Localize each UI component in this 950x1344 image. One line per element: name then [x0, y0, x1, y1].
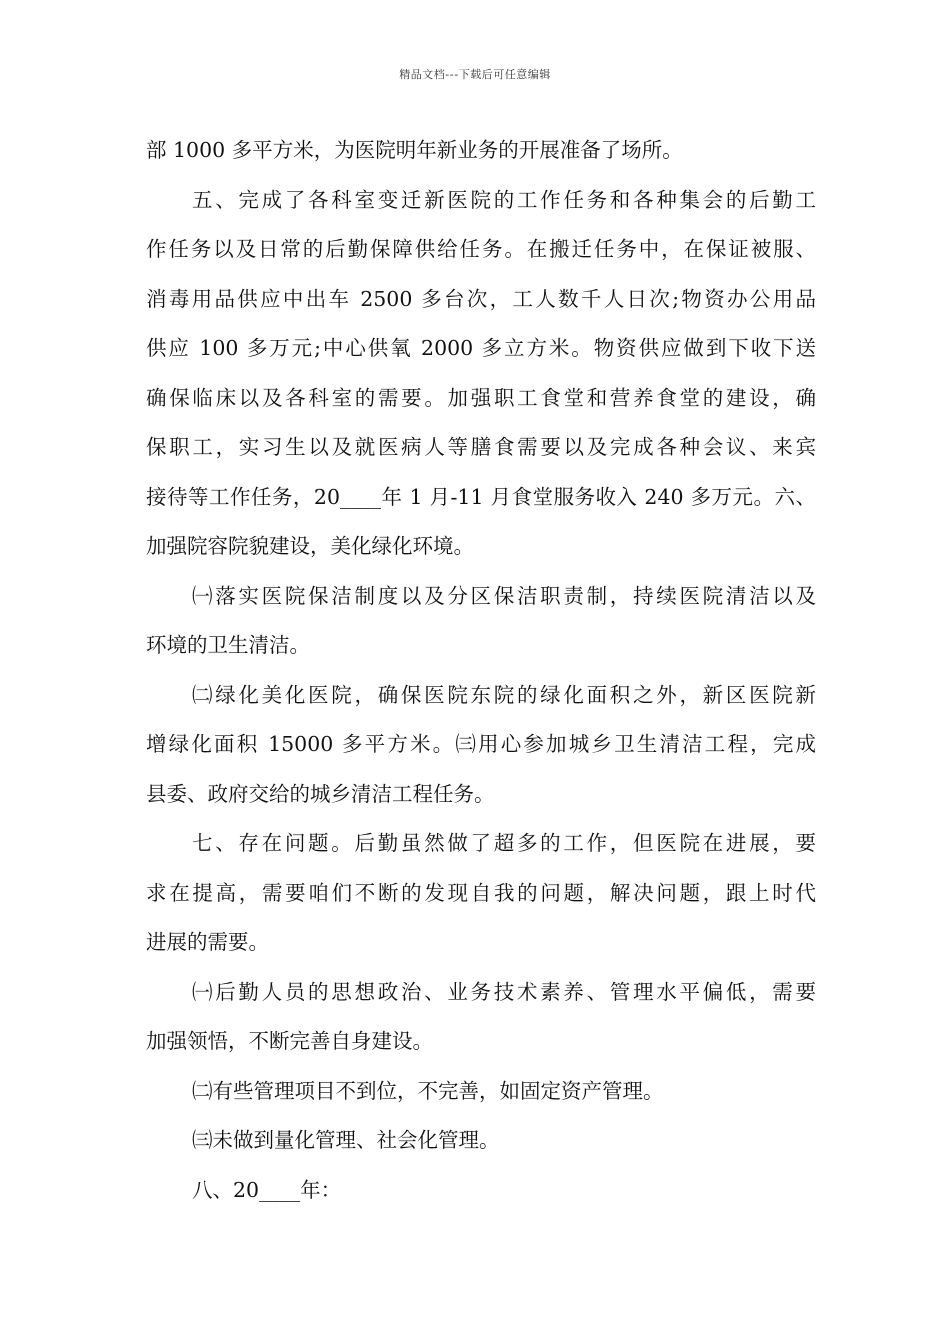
text-line: ㈠落实医院保洁制度以及分区保洁职责制，持续医院清洁以及 [192, 583, 816, 608]
page-header: 精品文档---下载后可任意编辑 [399, 68, 551, 81]
text-line: 求在提高，需要咱们不断的发现自我的问题，解决问题，跟上时代 [146, 880, 816, 905]
text-line: 作任务以及日常的后勤保障供给任务。在搬迁任务中，在保证被服、 [146, 237, 816, 261]
text-line: ㈡绿化美化医院，确保医院东院的绿化面积之外，新区医院新 [192, 682, 816, 707]
text-line: 八、20____年： [192, 1177, 342, 1202]
text-line: 消毒用品供应中出车 2500 多台次，工人数千人日次;物资办公用品 [146, 286, 816, 311]
text-line: 确保临床以及各科室的需要。加强职工食堂和营养食堂的建设，确 [146, 385, 816, 410]
text-line: ㈡有些管理项目不到位，不完善，如固定资产管理。 [192, 1078, 664, 1103]
text-line: 部 1000 多平方米，为医院明年新业务的开展准备了场所。 [146, 138, 683, 162]
text-line: 进展的需要。 [146, 930, 269, 954]
text-line: 供应 100 多万元;中心供氧 2000 多立方米。物资供应做到下收下送 [146, 336, 816, 360]
text-line: 五、完成了各科室变迁新医院的工作任务和各种集会的后勤工 [192, 187, 816, 212]
text-line: 保职工，实习生以及就医病人等膳食需要以及完成各种会议、来宾 [146, 435, 816, 459]
text-line: 县委、政府交给的城乡清洁工程任务。 [146, 781, 495, 806]
text-line: ㈢未做到量化管理、社会化管理。 [192, 1128, 500, 1152]
text-line: 加强院容院貌建设，美化绿化环境。 [146, 534, 474, 558]
document-body [146, 126, 816, 1215]
text-line: 七、存在问题。后勤虽然做了超多的工作，但医院在进展，要 [192, 831, 816, 855]
text-line: 增绿化面积 15000 多平方米。㈢用心参加城乡卫生清洁工程，完成 [146, 732, 816, 756]
text-line: 环境的卫生清洁。 [146, 633, 310, 657]
text-line: 加强领悟，不断完善自身建设。 [146, 1029, 433, 1053]
text-line: ㈠后勤人员的思想政治、业务技术素养、管理水平偏低，需要 [192, 979, 816, 1004]
text-line: 接待等工作任务，20____年 1 月-11 月食堂服务收入 240 多万元。六、 [146, 484, 816, 509]
